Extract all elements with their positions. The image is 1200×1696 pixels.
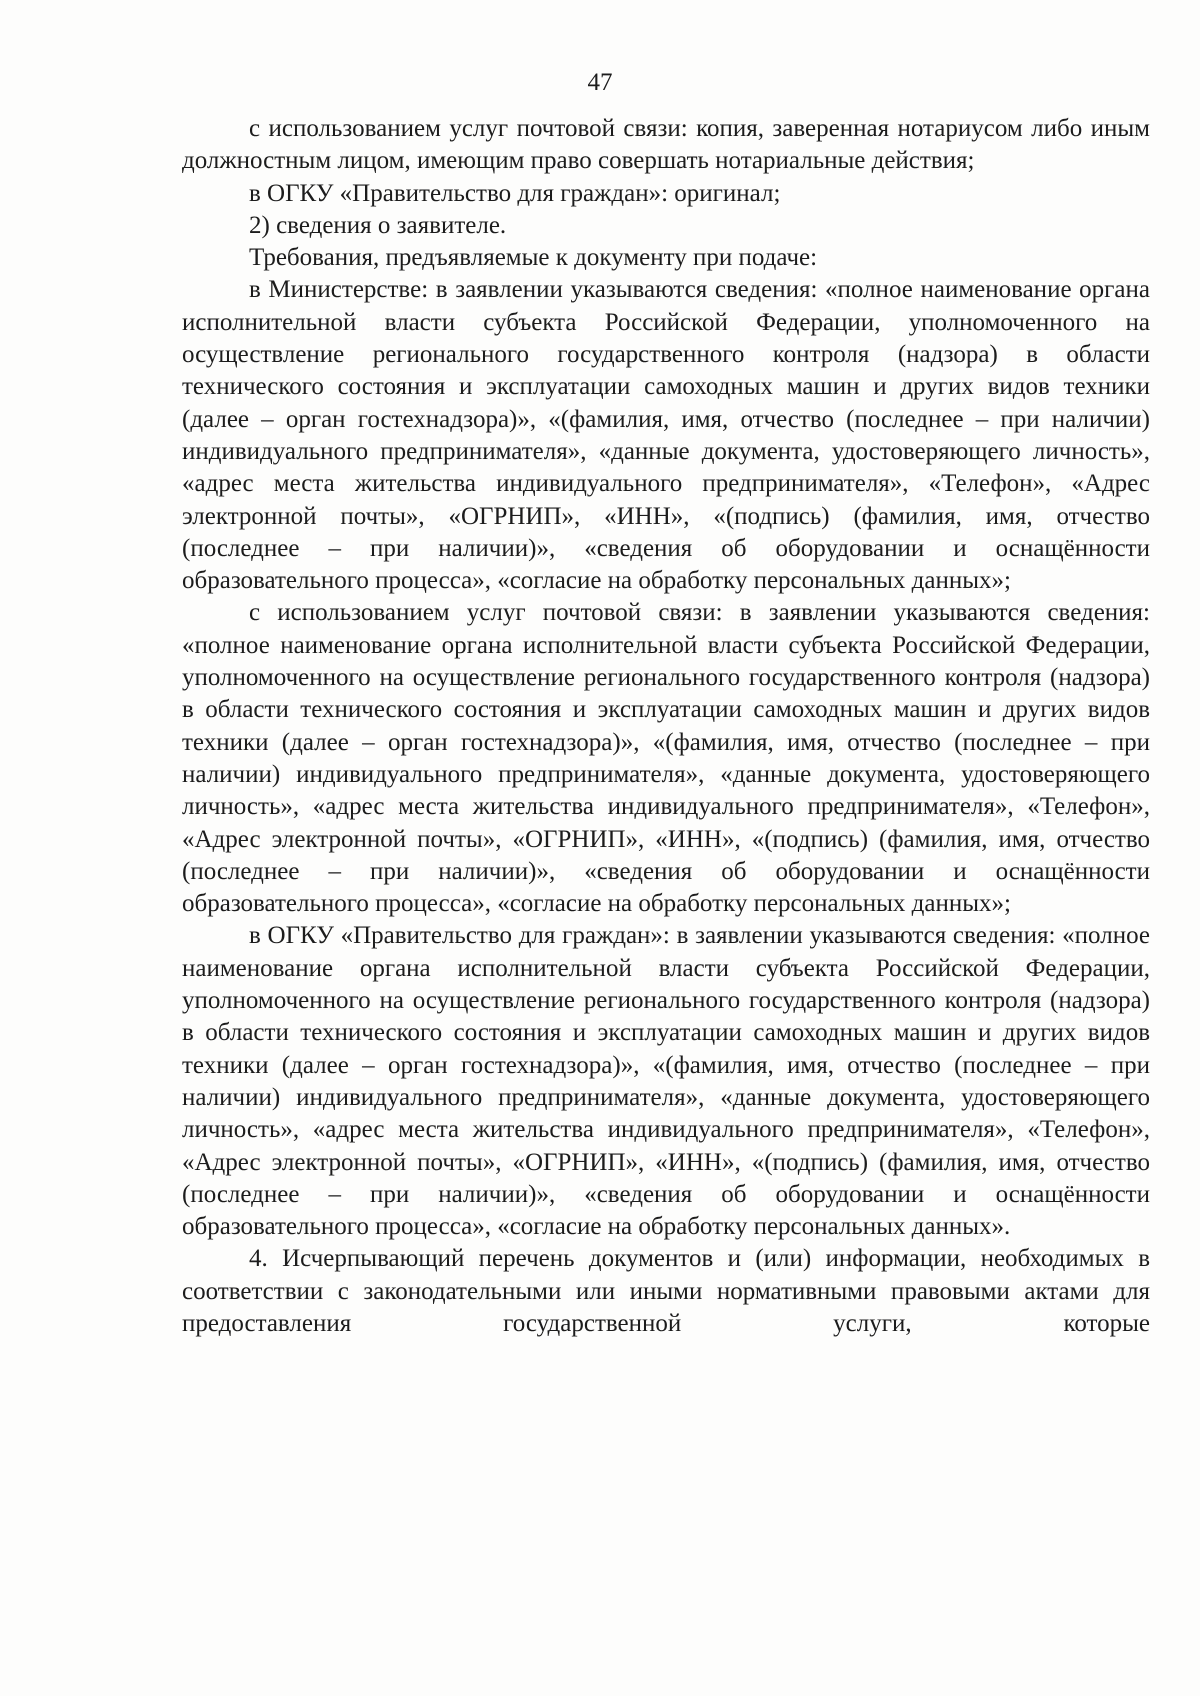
- paragraph-exhaustive-list: 4. Исчерпывающий перечень документов и (или) информации, необходимых в соответствии с законодательными или иными нормативными правовыми актами для предоставления государственной услуги, которые: [182, 1245, 1150, 1337]
- paragraph-requirements-heading: Требования, предъявляемые к документу при подаче:: [249, 244, 818, 272]
- paragraph-ogku-requirements: в ОГКУ «Правительство для граждан»: в заявлении указываются сведения: «полное наименование органа исполнительной власти субъекта Российской Федерации, уполномоченного на осуществление регионального государственного контроля (надзора) в области технического состояния и эксплуатации самоходных машин и других видов техники (далее – орган гостехнадзора)», «(фамилия, имя, отчество (последнее – при наличии) индивидуального предпринимателя», «данные документа, удостоверяющего личность», «адрес места жительства индивидуального предпринимателя», «Телефон», «Адрес электронной почты», «ОГРНИП», «ИНН», «(подпись) (фамилия, имя, отчество (последнее – при наличии)», «сведения об оборудовании и оснащённости образовательного процесса», «согласие на обработку персональных данных».: [182, 922, 1150, 1241]
- paragraph-postal-requirements: с использованием услуг почтовой связи: в заявлении указываются сведения: «полное наименование органа исполнительной власти субъекта Российской Федерации, уполномоченного на осуществление регионального государственного контроля (надзора) в области технического состояния и эксплуатации самоходных машин и других видов техники (далее – орган гостехнадзора)», «(фамилия, имя, отчество (последнее – при наличии) индивидуального предпринимателя», «данные документа, удостоверяющего личность», «адрес места жительства индивидуального предпринимателя», «Телефон», «Адрес электронной почты», «ОГРНИП», «ИНН», «(подпись) (фамилия, имя, отчество (последнее – при наличии)», «сведения об оборудовании и оснащённости образовательного процесса», «согласие на обработку персональных данных»;: [182, 599, 1150, 918]
- page-number: 47: [587, 69, 613, 96]
- paragraph-ministry-requirements: в Министерстве: в заявлении указываются сведения: «полное наименование органа исполнительной власти субъекта Российской Федерации, уполномоченного на осуществление регионального государственного контроля (надзора) в области технического состояния и эксплуатации самоходных машин и других видов техники (далее – орган гостехнадзора)», «(фамилия, имя, отчество (последнее – при наличии) индивидуального предпринимателя», «данные документа, удостоверяющего личность», «адрес места жительства индивидуального предпринимателя», «Телефон», «Адрес электронной почты», «ОГРНИП», «ИНН», «(подпись) (фамилия, имя, отчество (последнее – при наличии)», «сведения об оборудовании и оснащённости образовательного процесса», «согласие на обработку персональных данных»;: [182, 276, 1150, 595]
- paragraph-ogku-original: в ОГКУ «Правительство для граждан»: оригинал;: [249, 179, 781, 207]
- paragraph-postal-copy: с использованием услуг почтовой связи: копия, заверенная нотариусом либо иным должностным лицом, имеющим право совершать нотариальные действия;: [182, 115, 1150, 175]
- document-body: [182, 113, 1150, 1340]
- paragraph-applicant-info: 2) сведения о заявителе.: [249, 211, 507, 239]
